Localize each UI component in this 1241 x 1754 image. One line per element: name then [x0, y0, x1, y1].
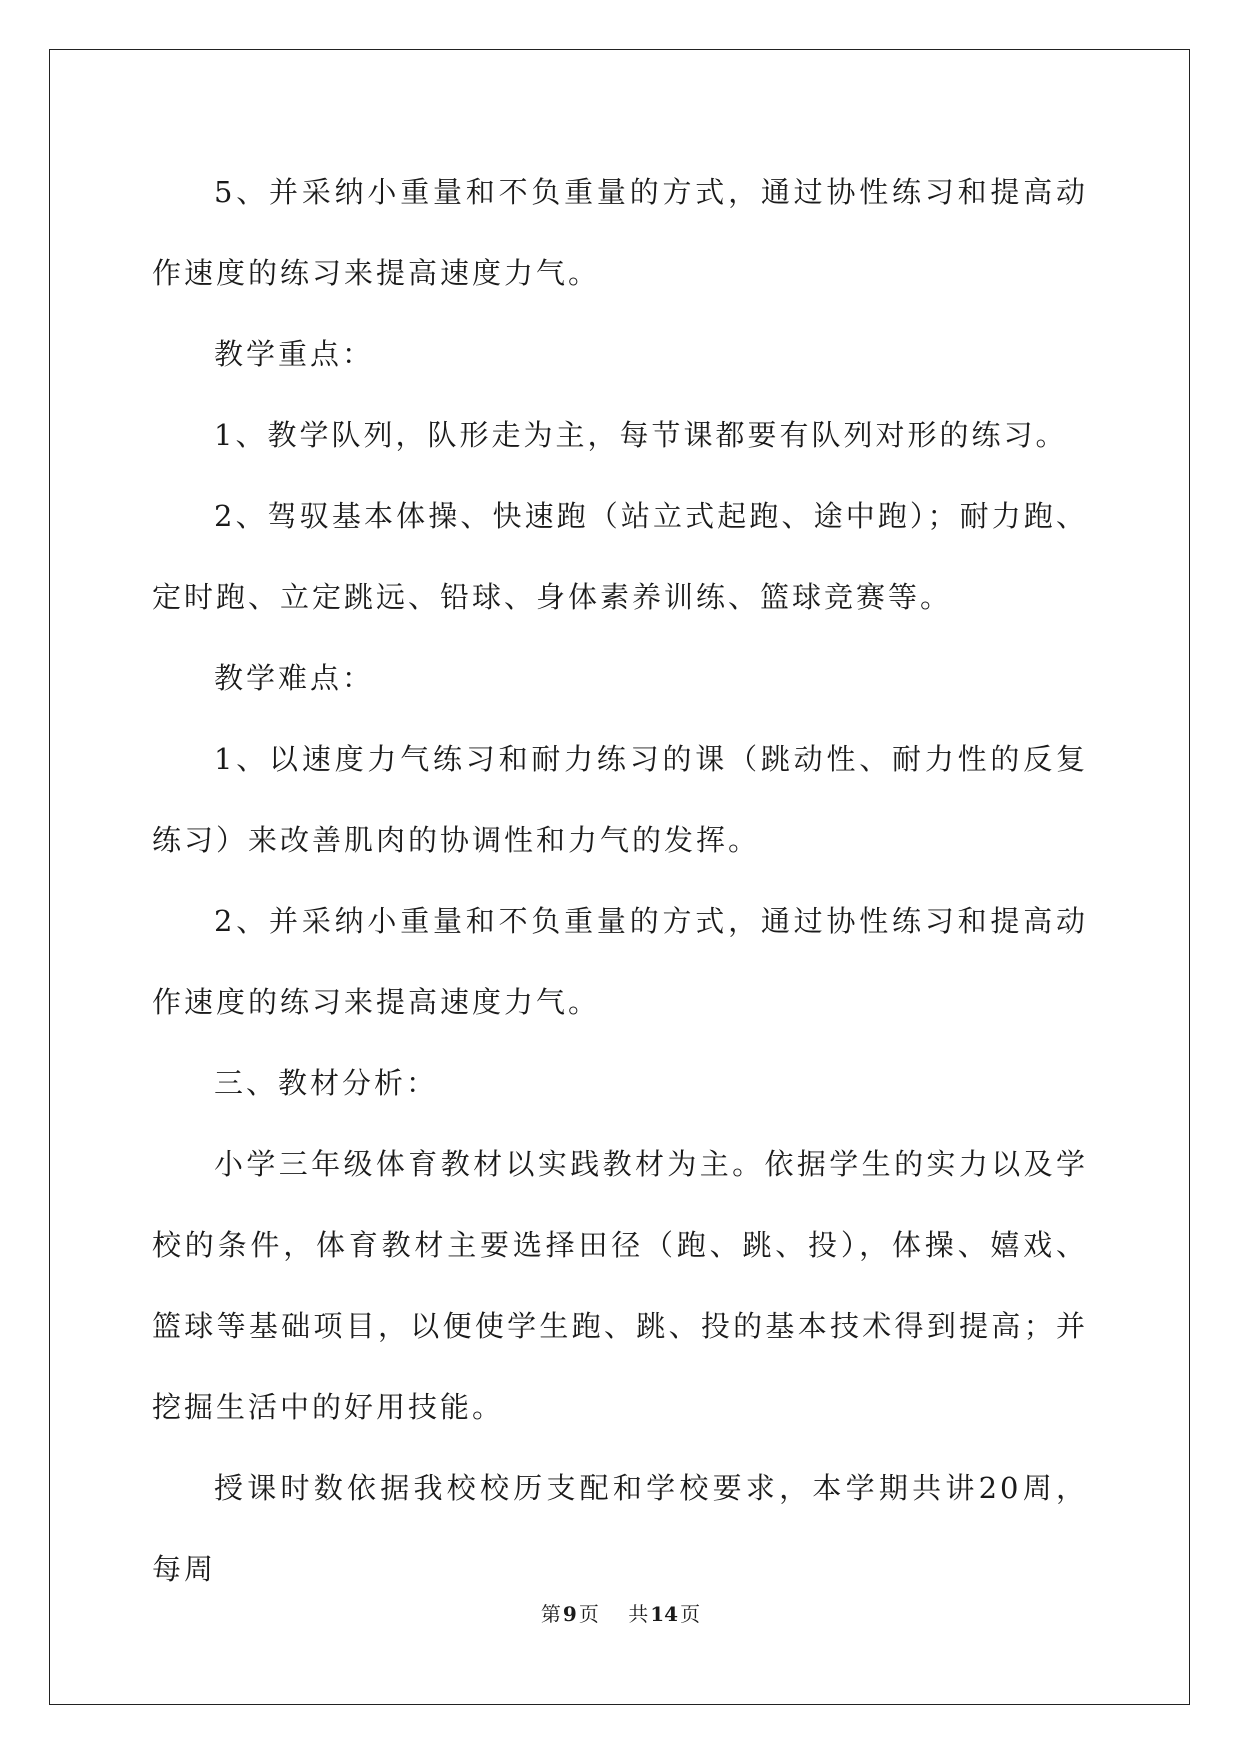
paragraph-7: 授课时数依据我校校历支配和学校要求，本学期共讲20周，每周: [152, 1471, 1088, 1586]
page-footer: [0, 1598, 1241, 1627]
paragraph-6: 小学三年级体育教材以实践教材为主。依据学生的实力以及学校的条件，体育教材主要选择田径（跑、跳、投），体操、嬉戏、篮球等基础项目，以便使学生跑、跳、投的基本技术得到提高；并挖掘生活中的好用技能。: [152, 1147, 1088, 1424]
footer-total-unit: 页: [680, 1602, 701, 1626]
footer-total-prefix: 共: [628, 1602, 649, 1626]
footer-page-unit: 页: [578, 1602, 599, 1626]
paragraph-5: 2、并采纳小重量和不负重量的方式，通过协性练习和提高动作速度的练习来提高速度力气。: [152, 904, 1088, 1019]
paragraph-1: 5、并采纳小重量和不负重量的方式，通过协性练习和提高动作速度的练习来提高速度力气。: [152, 175, 1088, 290]
heading-teaching-difficulty: 教学难点：: [214, 661, 375, 695]
footer-prefix: 第: [540, 1602, 561, 1626]
paragraph-3: 2、驾驭基本体操、快速跑（站立式起跑、途中跑）；耐力跑、定时跑、立定跳远、铅球、身体素养训练、篮球竞赛等。: [152, 499, 1088, 614]
heading-teaching-focus: 教学重点：: [214, 337, 375, 371]
paragraph-4: 1、以速度力气练习和耐力练习的课（跳动性、耐力性的反复练习）来改善肌肉的协调性和力气的发挥。: [152, 742, 1088, 857]
footer-total-pages: 14: [650, 1602, 679, 1626]
paragraph-2: 1、教学队列，队形走为主，每节课都要有队列对形的练习。: [214, 418, 1068, 452]
heading-textbook-analysis: 三、教材分析：: [214, 1066, 439, 1100]
footer-page-number: 9: [562, 1602, 577, 1626]
